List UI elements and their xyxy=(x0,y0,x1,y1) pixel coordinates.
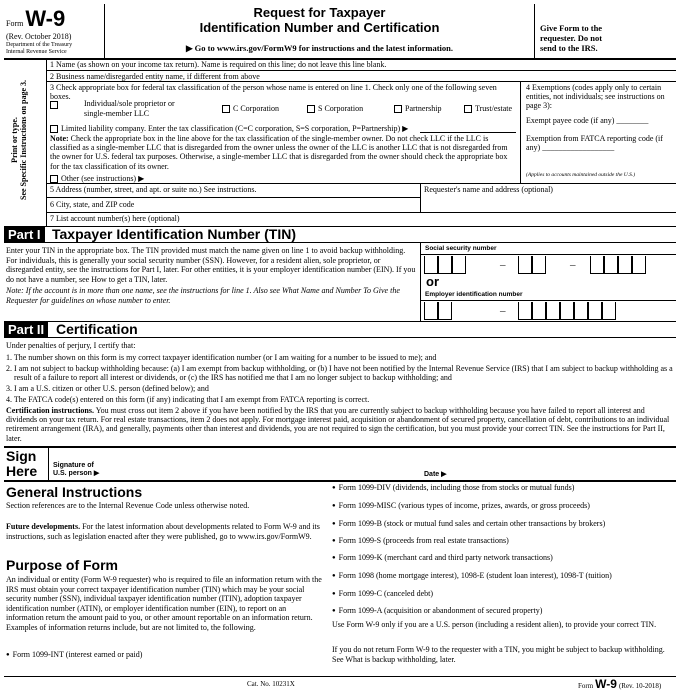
digit-box[interactable] xyxy=(438,256,452,274)
ein-top-rule xyxy=(420,300,676,301)
cert-instructions xyxy=(6,406,676,443)
form-list-item: ● Form 1099-K (merchant card and third party network transactions) xyxy=(332,553,674,562)
footer-rule xyxy=(4,676,676,677)
cert-item-3: 3. I am a U.S. citizen or other U.S. person (defined below); and xyxy=(6,384,209,393)
sign-bottom-rule xyxy=(4,480,676,482)
rule-5 xyxy=(46,197,420,198)
line3-label: 3 Check appropriate box for federal tax classification of the person whose name is entered on line 1. Check only one of the following seven boxes. xyxy=(50,83,497,102)
rule-1 xyxy=(46,70,676,71)
sig-line2: U.S. person ▶ xyxy=(53,470,100,478)
digit-box[interactable] xyxy=(590,256,604,274)
digit-box[interactable] xyxy=(560,302,574,320)
form-list-item: ● Form 1099-B (stock or mutual fund sales and certain other transactions by brokers) xyxy=(332,519,674,528)
form-rev: (Rev. October 2018) xyxy=(6,32,72,41)
digit-box[interactable] xyxy=(424,256,438,274)
exemptions-title: 4 Exemptions (codes apply only to certain entities, not individuals; see instructions on page 3): xyxy=(526,83,665,111)
scorp-label: S Corporation xyxy=(318,104,364,113)
side-label-see: See Specific Instructions on page 3. xyxy=(19,80,29,200)
date-label: Date ▶ xyxy=(424,471,447,478)
form-1099-int: ● Form 1099-INT (interest earned or paid) xyxy=(6,650,142,659)
ccorp-checkbox[interactable] xyxy=(222,105,230,113)
part1-text: Enter your TIN in the appropriate box. The TIN provided must match the name given on line 1 to avoid backup withholding. For individuals, this is generally your social security number (SSN). However, for a resident alien, sole proprietor, or disregarded entity, see the instructions for Part I, later. For other entities, it is your employer identification number (EIN). If you do not have a number, see How to get a TIN, later. xyxy=(6,246,416,284)
digit-box[interactable] xyxy=(604,256,618,274)
form-small-label: Form xyxy=(6,19,24,28)
signature-label xyxy=(53,462,99,479)
llc-classification-input[interactable] xyxy=(420,132,516,133)
llc-label: Limited liability company. Enter the tax classification (C=C corporation, S=S corporation, P=Partnership) ▶ xyxy=(61,124,409,133)
purpose-text: An individual or entity (Form W-9 requester) who is required to file an information return with the IRS must obtain your correct taxpayer identification number (TIN) which may be your social security number (SSN), individual taxpayer identification number (ITIN), adoption taxpayer identification number (ATIN), or employer identification number (EIN), to report on an information return the amount paid to you, or other amount reportable on an information return. Examples of information returns include, but are not limited to, the following. xyxy=(6,575,322,632)
side-label-print: Print or type. xyxy=(10,117,19,163)
cat-number: Cat. No. 10231X xyxy=(247,680,295,688)
footer-form-id xyxy=(578,678,661,692)
partnership-checkbox[interactable] xyxy=(394,105,402,113)
form-list-item: ● Form 1099-DIV (dividends, including those from stocks or mutual funds) xyxy=(332,483,674,492)
digit-box[interactable] xyxy=(532,256,546,274)
note-text: Check the appropriate box in the line above for the tax classification of the single-member owner. Do not check LLC if the LLC is classified as a single-member LLC that is disregarded from the owner unless the owner of the LLC is another LLC that is not disregarded from the owner for U.S. federal tax purposes. Otherwise, a single-member LLC that is disregarded from the owner should check the appropriate box for the tax classification of its owner. xyxy=(50,134,508,171)
checkbox-other[interactable] xyxy=(50,174,144,183)
footer-rev: (Rev. 10-2018) xyxy=(618,682,662,690)
ssn-top-rule xyxy=(420,254,676,255)
digit-box[interactable] xyxy=(452,256,466,274)
form-name: W-9 xyxy=(25,6,66,31)
llc-checkbox[interactable] xyxy=(50,125,58,133)
partnership-label: Partnership xyxy=(405,104,442,113)
digit-box[interactable] xyxy=(574,302,588,320)
form-id-block xyxy=(6,6,65,31)
form-list-item: ● Form 1099-C (canceled debt) xyxy=(332,589,674,598)
tin-dash: – xyxy=(570,259,576,271)
checkbox-scorp[interactable] xyxy=(307,104,363,113)
tin-dash: – xyxy=(500,259,506,271)
part1-label: Part I xyxy=(4,227,45,242)
general-instructions-heading: General Instructions xyxy=(6,484,143,500)
goto-instructions: ▶ Go to www.irs.gov/FormW9 for instructions and the latest information. xyxy=(185,43,454,53)
rule-2 xyxy=(46,81,676,82)
digit-box[interactable] xyxy=(546,302,560,320)
digit-box[interactable] xyxy=(618,256,632,274)
rule-6 xyxy=(46,212,676,213)
trust-label: Trust/estate xyxy=(475,104,513,113)
sign-word: Sign xyxy=(6,448,37,464)
digit-box[interactable] xyxy=(588,302,602,320)
future-developments xyxy=(6,522,324,541)
scorp-checkbox[interactable] xyxy=(307,105,315,113)
checkbox-llc[interactable] xyxy=(50,124,408,133)
page-title-line2: Identification Number and Certification xyxy=(199,20,440,35)
cert-instructions-label: Certification instructions. xyxy=(6,406,94,415)
sign-divider xyxy=(48,447,49,480)
checkbox-trust[interactable] xyxy=(464,104,512,113)
digit-box[interactable] xyxy=(424,302,438,320)
header-divider-right xyxy=(534,4,535,58)
requester-divider xyxy=(420,183,421,213)
other-label: Other (see instructions) ▶ xyxy=(61,174,145,183)
form-irs: Internal Revenue Service xyxy=(6,49,67,55)
backup-withholding-text: If you do not return Form W-9 to the requester with a TIN, you might be subject to backup withholding. See What is backup withholding, later. xyxy=(332,645,665,664)
or-label: or xyxy=(426,274,439,289)
checkbox-individual[interactable] xyxy=(50,100,61,109)
cert-item-2: 2. I am not subject to backup withholding because: (a) I am exempt from backup withholding, or (b) I have not been notified by the Internal Revenue Service (IRS) that I am subject to backup withholding as a result of a failure to report all interest or dividends, or (c) the IRS has notified me that I am no longer subject to backup withholding; and xyxy=(6,364,673,383)
page-title-line1: Request for Taxpayer xyxy=(253,5,386,20)
future-developments-text: For the latest information about developments related to Form W-9 and its instructions, such as legislation enacted after they were published, go to www.irs.gov/FormW9. xyxy=(6,522,320,541)
rule-4 xyxy=(46,183,676,184)
other-checkbox[interactable] xyxy=(50,175,58,183)
part1-title: Taxpayer Identification Number (TIN) xyxy=(52,226,296,242)
give-form-note xyxy=(540,23,602,54)
digit-box[interactable] xyxy=(632,256,646,274)
digit-box[interactable] xyxy=(518,302,532,320)
footer-form-label: Form xyxy=(578,682,594,690)
form-dept: Department of the Treasury xyxy=(6,42,73,48)
trust-checkbox[interactable] xyxy=(464,105,472,113)
ccorp-label: C Corporation xyxy=(233,104,279,113)
applies-note: (Applies to accounts maintained outside the U.S.) xyxy=(526,172,636,178)
part2-title: Certification xyxy=(56,321,138,337)
cert-item-4: 4. The FATCA code(s) entered on this form (if any) indicating that I am exempt from FATCA reporting is correct. xyxy=(6,395,370,404)
footer-form-name: W-9 xyxy=(595,677,617,691)
digit-box[interactable] xyxy=(518,256,532,274)
part2-label: Part II xyxy=(4,322,48,337)
cert-item-1: 1. The number shown on this form is my correct taxpayer identification number (or I am waiting for a number to be issued to me); and xyxy=(6,353,437,362)
use-w9-text: Use Form W-9 only if you are a U.S. person (including a resident alien), to provide your correct TIN. xyxy=(332,620,657,629)
form-list-item: ● Form 1099-A (acquisition or abandonment of secured property) xyxy=(332,606,674,615)
form-list-item: ● Form 1099-S (proceeds from real estate transactions) xyxy=(332,536,674,545)
here-word: Here xyxy=(6,463,38,479)
individual-checkbox[interactable] xyxy=(50,101,58,109)
give-line3: send to the IRS. xyxy=(540,43,598,54)
digit-box[interactable] xyxy=(602,302,616,320)
part2-header xyxy=(4,321,676,338)
future-developments-label: Future developments. xyxy=(6,522,81,531)
part1-note: Note: If the account is in more than one name, see the instructions for line 1. Also see What Name and Number To Give the Requester for guidelines on whose number to enter. xyxy=(6,286,400,305)
exempt-payee-code[interactable]: Exempt payee code (if any) ________ xyxy=(526,116,649,125)
line6-label: 6 City, state, and ZIP code xyxy=(50,200,135,209)
note-label: Note: xyxy=(50,134,69,143)
signature-field[interactable] xyxy=(118,466,408,478)
sig-line1: Signature of xyxy=(53,462,94,469)
checkbox-partnership[interactable] xyxy=(394,104,441,113)
give-line1: Give Form to the xyxy=(540,23,603,33)
date-field[interactable] xyxy=(452,466,672,478)
digit-box[interactable] xyxy=(532,302,546,320)
form-list-item: ● Form 1099-MISC (various types of income, prizes, awards, or gross proceeds) xyxy=(332,501,674,510)
cert-instructions-text: You must cross out item 2 above if you have been notified by the IRS that you are currently subject to backup withholding because you have failed to report all interest and dividends on your tax return. For real estate transactions, item 2 does not apply. For mortgage interest paid, acquisition or abandonment of secured property, cancellation of debt, contributions to an individual retirement arrangement (IRA), and generally, payments other than interest and dividends, you are not required to sign the certification, but you must provide your correct TIN. See the instructions for Part II, later. xyxy=(6,406,670,443)
line1-label: 1 Name (as shown on your income tax return). Name is required on this line; do not leave this line blank. xyxy=(50,60,387,69)
cert-intro: Under penalties of perjury, I certify that: xyxy=(6,341,136,350)
ein-label: Employer identification number xyxy=(425,291,523,298)
line7-label: 7 List account number(s) here (optional) xyxy=(50,214,180,223)
general-instructions-text: Section references are to the Internal Revenue Code unless otherwise noted. xyxy=(6,501,250,510)
fatca-code[interactable]: Exemption from FATCA reporting code (if any) __________________ xyxy=(526,134,663,153)
give-line2: requester. Do not xyxy=(540,33,603,44)
individual-label: Individual/sole proprietor or single-member LLC xyxy=(84,99,175,118)
exemptions-divider xyxy=(520,81,521,183)
sign-top-rule xyxy=(4,446,676,448)
line2-label: 2 Business name/disregarded entity name, if different from above xyxy=(50,72,260,81)
ssn-label: Social security number xyxy=(425,245,497,252)
digit-box[interactable] xyxy=(438,302,452,320)
requester-label: Requester's name and address (optional) xyxy=(424,185,553,194)
checkbox-ccorp[interactable] xyxy=(222,104,279,113)
sign-label xyxy=(6,449,37,479)
purpose-heading: Purpose of Form xyxy=(6,557,119,573)
llc-note xyxy=(50,134,518,171)
line5-label: 5 Address (number, street, and apt. or suite no.) See instructions. xyxy=(50,185,257,194)
form-list-item: ● Form 1098 (home mortgage interest), 1098-E (student loan interest), 1098-T (tuition) xyxy=(332,571,674,580)
tin-dash: – xyxy=(500,305,506,317)
part1-header xyxy=(4,226,676,243)
